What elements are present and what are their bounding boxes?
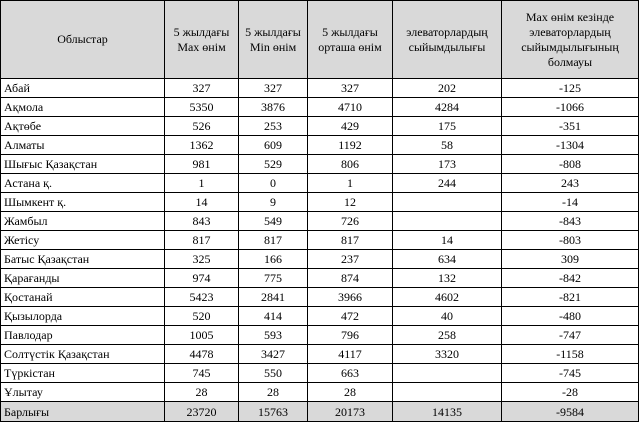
- cell-min: 253: [239, 117, 308, 136]
- cell-avg: 3966: [308, 288, 393, 307]
- table-row: [1, 307, 639, 326]
- cell-min: 2841: [239, 288, 308, 307]
- cell-max: 526: [165, 117, 239, 136]
- total-avg: 20173: [308, 402, 393, 422]
- cell-min: 817: [239, 231, 308, 250]
- cell-min: 9: [239, 193, 308, 212]
- cell-capacity: [393, 383, 502, 402]
- cell-min: 593: [239, 326, 308, 345]
- cell-diff: 243: [502, 174, 639, 193]
- cell-max: 28: [165, 383, 239, 402]
- cell-max: 4478: [165, 345, 239, 364]
- table-row: [1, 288, 639, 307]
- cell-diff: -747: [502, 326, 639, 345]
- cell-region: Қызылорда: [1, 307, 165, 326]
- cell-capacity: [393, 193, 502, 212]
- cell-avg: 4710: [308, 98, 393, 117]
- cell-max: 5423: [165, 288, 239, 307]
- header-avg5: 5 жылдағы орташа өнім: [308, 1, 393, 79]
- cell-region: Шығыс Қазақстан: [1, 155, 165, 174]
- header-row: [1, 1, 639, 79]
- cell-avg: 1: [308, 174, 393, 193]
- cell-region: Батыс Қазақстан: [1, 250, 165, 269]
- cell-avg: 817: [308, 231, 393, 250]
- cell-region: Қарағанды: [1, 269, 165, 288]
- header-min5: 5 жылдағы Min өнім: [239, 1, 308, 79]
- table-row: [1, 212, 639, 231]
- cell-diff: -1066: [502, 98, 639, 117]
- table-row: [1, 79, 639, 98]
- table-row: [1, 326, 639, 345]
- cell-min: 529: [239, 155, 308, 174]
- cell-region: Павлодар: [1, 326, 165, 345]
- cell-capacity: 4284: [393, 98, 502, 117]
- cell-avg: 472: [308, 307, 393, 326]
- table-row: [1, 250, 639, 269]
- cell-region: Абай: [1, 79, 165, 98]
- cell-diff: -843: [502, 212, 639, 231]
- cell-diff: 309: [502, 250, 639, 269]
- table-row: [1, 193, 639, 212]
- cell-min: 0: [239, 174, 308, 193]
- cell-avg: 726: [308, 212, 393, 231]
- table-row: [1, 136, 639, 155]
- cell-min: 3876: [239, 98, 308, 117]
- cell-avg: 12: [308, 193, 393, 212]
- header-region: Облыстар: [1, 1, 165, 79]
- cell-diff: -803: [502, 231, 639, 250]
- cell-avg: 429: [308, 117, 393, 136]
- cell-diff: -14: [502, 193, 639, 212]
- header-diff: Max өнім кезінде элеваторлардың сыйымдылығының болмауы: [502, 1, 639, 79]
- cell-region: Астана қ.: [1, 174, 165, 193]
- total-max: 23720: [165, 402, 239, 422]
- cell-region: Жетісу: [1, 231, 165, 250]
- cell-max: 5350: [165, 98, 239, 117]
- cell-capacity: 634: [393, 250, 502, 269]
- cell-min: 166: [239, 250, 308, 269]
- cell-max: 843: [165, 212, 239, 231]
- cell-capacity: 14: [393, 231, 502, 250]
- cell-max: 981: [165, 155, 239, 174]
- cell-diff: -1304: [502, 136, 639, 155]
- cell-min: 28: [239, 383, 308, 402]
- cell-diff: -1158: [502, 345, 639, 364]
- table-row: [1, 345, 639, 364]
- cell-min: 327: [239, 79, 308, 98]
- cell-max: 817: [165, 231, 239, 250]
- cell-max: 1005: [165, 326, 239, 345]
- table-row: [1, 174, 639, 193]
- cell-diff: -842: [502, 269, 639, 288]
- cell-region: Шымкент қ.: [1, 193, 165, 212]
- cell-region: Түркістан: [1, 364, 165, 383]
- total-diff: -9584: [502, 402, 639, 422]
- cell-avg: 806: [308, 155, 393, 174]
- cell-min: 609: [239, 136, 308, 155]
- table-header: [1, 1, 639, 79]
- cell-capacity: 258: [393, 326, 502, 345]
- cell-capacity: 3320: [393, 345, 502, 364]
- cell-max: 974: [165, 269, 239, 288]
- table-row: [1, 269, 639, 288]
- table-row: [1, 98, 639, 117]
- cell-avg: 663: [308, 364, 393, 383]
- cell-capacity: [393, 364, 502, 383]
- cell-region: Алматы: [1, 136, 165, 155]
- header-capacity: элеваторлардың сыйымдылығы: [393, 1, 502, 79]
- cell-capacity: 132: [393, 269, 502, 288]
- cell-min: 549: [239, 212, 308, 231]
- cell-avg: 327: [308, 79, 393, 98]
- cell-max: 1362: [165, 136, 239, 155]
- cell-region: Ұлытау: [1, 383, 165, 402]
- cell-capacity: 202: [393, 79, 502, 98]
- cell-region: Жамбыл: [1, 212, 165, 231]
- table-footer: [1, 402, 639, 422]
- cell-avg: 1192: [308, 136, 393, 155]
- cell-diff: -125: [502, 79, 639, 98]
- cell-avg: 237: [308, 250, 393, 269]
- cell-diff: -745: [502, 364, 639, 383]
- header-max5: 5 жылдағы Max өнім: [165, 1, 239, 79]
- cell-diff: -480: [502, 307, 639, 326]
- cell-max: 327: [165, 79, 239, 98]
- table-row: [1, 117, 639, 136]
- table-row: [1, 155, 639, 174]
- cell-max: 520: [165, 307, 239, 326]
- total-min: 15763: [239, 402, 308, 422]
- cell-max: 1: [165, 174, 239, 193]
- table-row: [1, 231, 639, 250]
- cell-max: 325: [165, 250, 239, 269]
- cell-capacity: 58: [393, 136, 502, 155]
- cell-capacity: [393, 212, 502, 231]
- cell-region: Ақтөбе: [1, 117, 165, 136]
- cell-capacity: 40: [393, 307, 502, 326]
- table-row: [1, 364, 639, 383]
- cell-diff: -808: [502, 155, 639, 174]
- cell-avg: 874: [308, 269, 393, 288]
- total-capacity: 14135: [393, 402, 502, 422]
- cell-min: 3427: [239, 345, 308, 364]
- table-row: [1, 383, 639, 402]
- cell-region: Қостанай: [1, 288, 165, 307]
- cell-max: 745: [165, 364, 239, 383]
- cell-region: Ақмола: [1, 98, 165, 117]
- cell-avg: 28: [308, 383, 393, 402]
- cell-region: Солтүстік Қазақстан: [1, 345, 165, 364]
- total-row: [1, 402, 639, 422]
- cell-min: 550: [239, 364, 308, 383]
- table-body: [1, 79, 639, 402]
- cell-diff: -351: [502, 117, 639, 136]
- cell-min: 414: [239, 307, 308, 326]
- cell-max: 14: [165, 193, 239, 212]
- cell-capacity: 4602: [393, 288, 502, 307]
- cell-avg: 4117: [308, 345, 393, 364]
- cell-capacity: 175: [393, 117, 502, 136]
- total-region: Барлығы: [1, 402, 165, 422]
- cell-capacity: 173: [393, 155, 502, 174]
- cell-diff: -28: [502, 383, 639, 402]
- cell-diff: -821: [502, 288, 639, 307]
- cell-min: 775: [239, 269, 308, 288]
- cell-capacity: 244: [393, 174, 502, 193]
- cell-avg: 796: [308, 326, 393, 345]
